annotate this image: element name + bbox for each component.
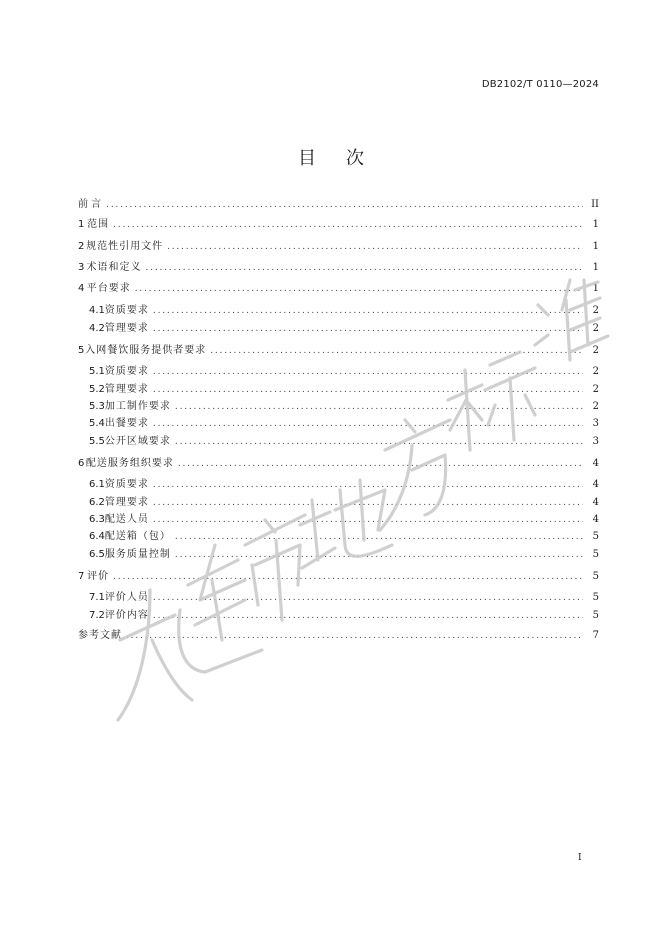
toc-entry-number: 7 [78,571,85,582]
toc-entry-number: 5.4 [89,418,105,429]
toc-entry-page: 2 [592,345,599,356]
toc-leader-dots [153,610,583,622]
toc-entry-title: 配送箱（包） [104,531,171,542]
toc-entry[interactable] [78,531,599,543]
toc-entry-number: 3 [78,262,85,273]
page-number: I [578,853,582,863]
toc-entry-title: 管理要求 [104,497,149,508]
toc-entry-title: 参考文献 [78,630,122,641]
toc-entry-title: 资质要求 [104,366,149,377]
toc-leader-dots [106,199,583,211]
toc-entry-number: 前 [78,199,88,210]
toc-entry-title: 平台要求 [86,283,131,294]
toc-entry-page: 2 [592,401,599,412]
toc-entry-number: 1 [78,219,85,230]
toc-leader-dots [135,283,583,295]
toc-entry-title: 评价人员 [104,592,149,603]
toc-entry-title: 服务质量控制 [104,549,171,560]
toc-entry[interactable] [78,610,599,622]
toc-entry[interactable] [78,479,599,491]
toc-entry-number: 5.5 [89,436,105,447]
toc-leader-dots [175,401,583,413]
toc-leader-dots [153,323,583,335]
toc-leader-dots [153,418,583,430]
toc-entry-number: 4.2 [89,323,105,334]
toc-leader-dots [153,479,583,491]
toc-entry[interactable] [78,630,599,642]
toc-entry-title: 入网餐饮服务提供者要求 [85,345,207,356]
toc-entry-page: 5 [592,592,599,603]
toc-entry-title: 言 [91,199,103,210]
toc-entry-title: 资质要求 [104,479,149,490]
toc-entry-page: 1 [592,241,599,252]
toc-entry[interactable] [78,199,599,211]
toc-leader-dots [210,345,583,357]
toc-entry-number: 5 [78,345,85,356]
toc-entry-page: 3 [592,418,599,429]
toc-entry[interactable] [78,384,599,396]
toc-entry-page: 1 [592,219,599,230]
toc-leader-dots [153,305,583,317]
toc-entry[interactable] [78,366,599,378]
toc-entry[interactable] [78,458,599,470]
toc-entry-page: 2 [592,366,599,377]
toc-entry[interactable] [78,497,599,509]
toc-entry-page: 4 [592,458,599,469]
toc-entry-page: 2 [592,323,599,334]
toc-entry-page: 5 [592,549,599,560]
watermark-stroke [152,640,192,700]
toc-entry[interactable] [78,592,599,604]
page-title: 目次 [298,148,394,169]
toc-entry[interactable] [78,283,599,295]
toc-entry-page: 4 [592,497,599,508]
toc-leader-dots [178,458,583,470]
toc-entry[interactable] [78,262,599,274]
toc-entry-title: 出餐要求 [104,418,149,429]
toc-entry-number: 6.5 [89,549,105,560]
toc-leader-dots [113,571,583,583]
toc-entry-title: 评价内容 [104,610,149,621]
toc-entry-title: 配送服务组织要求 [85,458,174,469]
toc-entry-number: 5.1 [89,366,105,377]
toc-entry-title: 规范性引用文件 [86,241,164,252]
toc-entry-number: 5.2 [89,384,105,395]
toc-entry-title: 管理要求 [104,384,149,395]
toc-leader-dots [153,592,583,604]
toc-entry-page: 4 [592,514,599,525]
toc-entry[interactable] [78,401,599,413]
document-code: DB2102/T 0110—2024 [481,79,599,90]
toc-entry-number: 4 [78,283,85,294]
toc-entry-number: 6.4 [89,531,105,542]
toc-entry-number: 6.2 [89,497,105,508]
toc-entry-number: 4.1 [89,305,105,316]
toc-entry-number: 6.3 [89,514,105,525]
toc-entry-number: 5.3 [89,401,105,412]
toc-entry-number: 7.1 [89,592,105,603]
toc-entry-title: 术语和定义 [86,262,142,273]
toc-leader-dots [167,241,583,253]
toc-entry-page: 1 [592,283,599,294]
toc-entry[interactable] [78,323,599,335]
toc-entry-page: 2 [592,305,599,316]
toc-entry[interactable] [78,418,599,430]
toc-entry-title: 范围 [87,219,110,230]
toc-entry-page: 5 [592,571,599,582]
toc-entry-title: 配送人员 [104,514,149,525]
toc-entry-page: II [591,199,599,210]
toc-entry-title: 资质要求 [104,305,149,316]
toc-entry-number: 6 [78,458,85,469]
toc-entry-page: 1 [592,262,599,273]
toc-leader-dots [153,384,583,396]
toc-entry[interactable] [78,241,599,253]
toc-entry-number: 6.1 [89,479,105,490]
toc-entry[interactable] [78,305,599,317]
toc-entry[interactable] [78,549,599,561]
toc-entry-number: 7.2 [89,610,105,621]
toc-leader-dots [113,219,583,231]
toc-leader-dots [153,366,583,378]
toc-entry-page: 5 [592,531,599,542]
toc-entry[interactable] [78,436,599,448]
toc-entry[interactable] [78,514,599,526]
toc-entry[interactable] [78,571,599,583]
toc-entry[interactable] [78,219,599,231]
toc-entry-page: 5 [592,610,599,621]
toc-entry-page: 7 [592,630,599,641]
toc-entry-title: 公开区域要求 [104,436,171,447]
toc-entry-title: 评价 [87,571,110,582]
toc-leader-dots [153,514,583,526]
toc-leader-dots [175,549,583,561]
toc-leader-dots [153,497,583,509]
toc-entry-page: 4 [592,479,599,490]
toc-leader-dots [146,262,584,274]
toc-leader-dots [126,630,583,642]
toc-entry-page: 2 [592,384,599,395]
table-of-contents [78,199,599,642]
toc-leader-dots [175,436,583,448]
toc-entry-number: 2 [78,241,85,252]
toc-entry-page: 3 [592,436,599,447]
toc-entry[interactable] [78,345,599,357]
toc-entry-title: 加工制作要求 [104,401,171,412]
toc-leader-dots [175,531,583,543]
toc-entry-title: 管理要求 [104,323,149,334]
